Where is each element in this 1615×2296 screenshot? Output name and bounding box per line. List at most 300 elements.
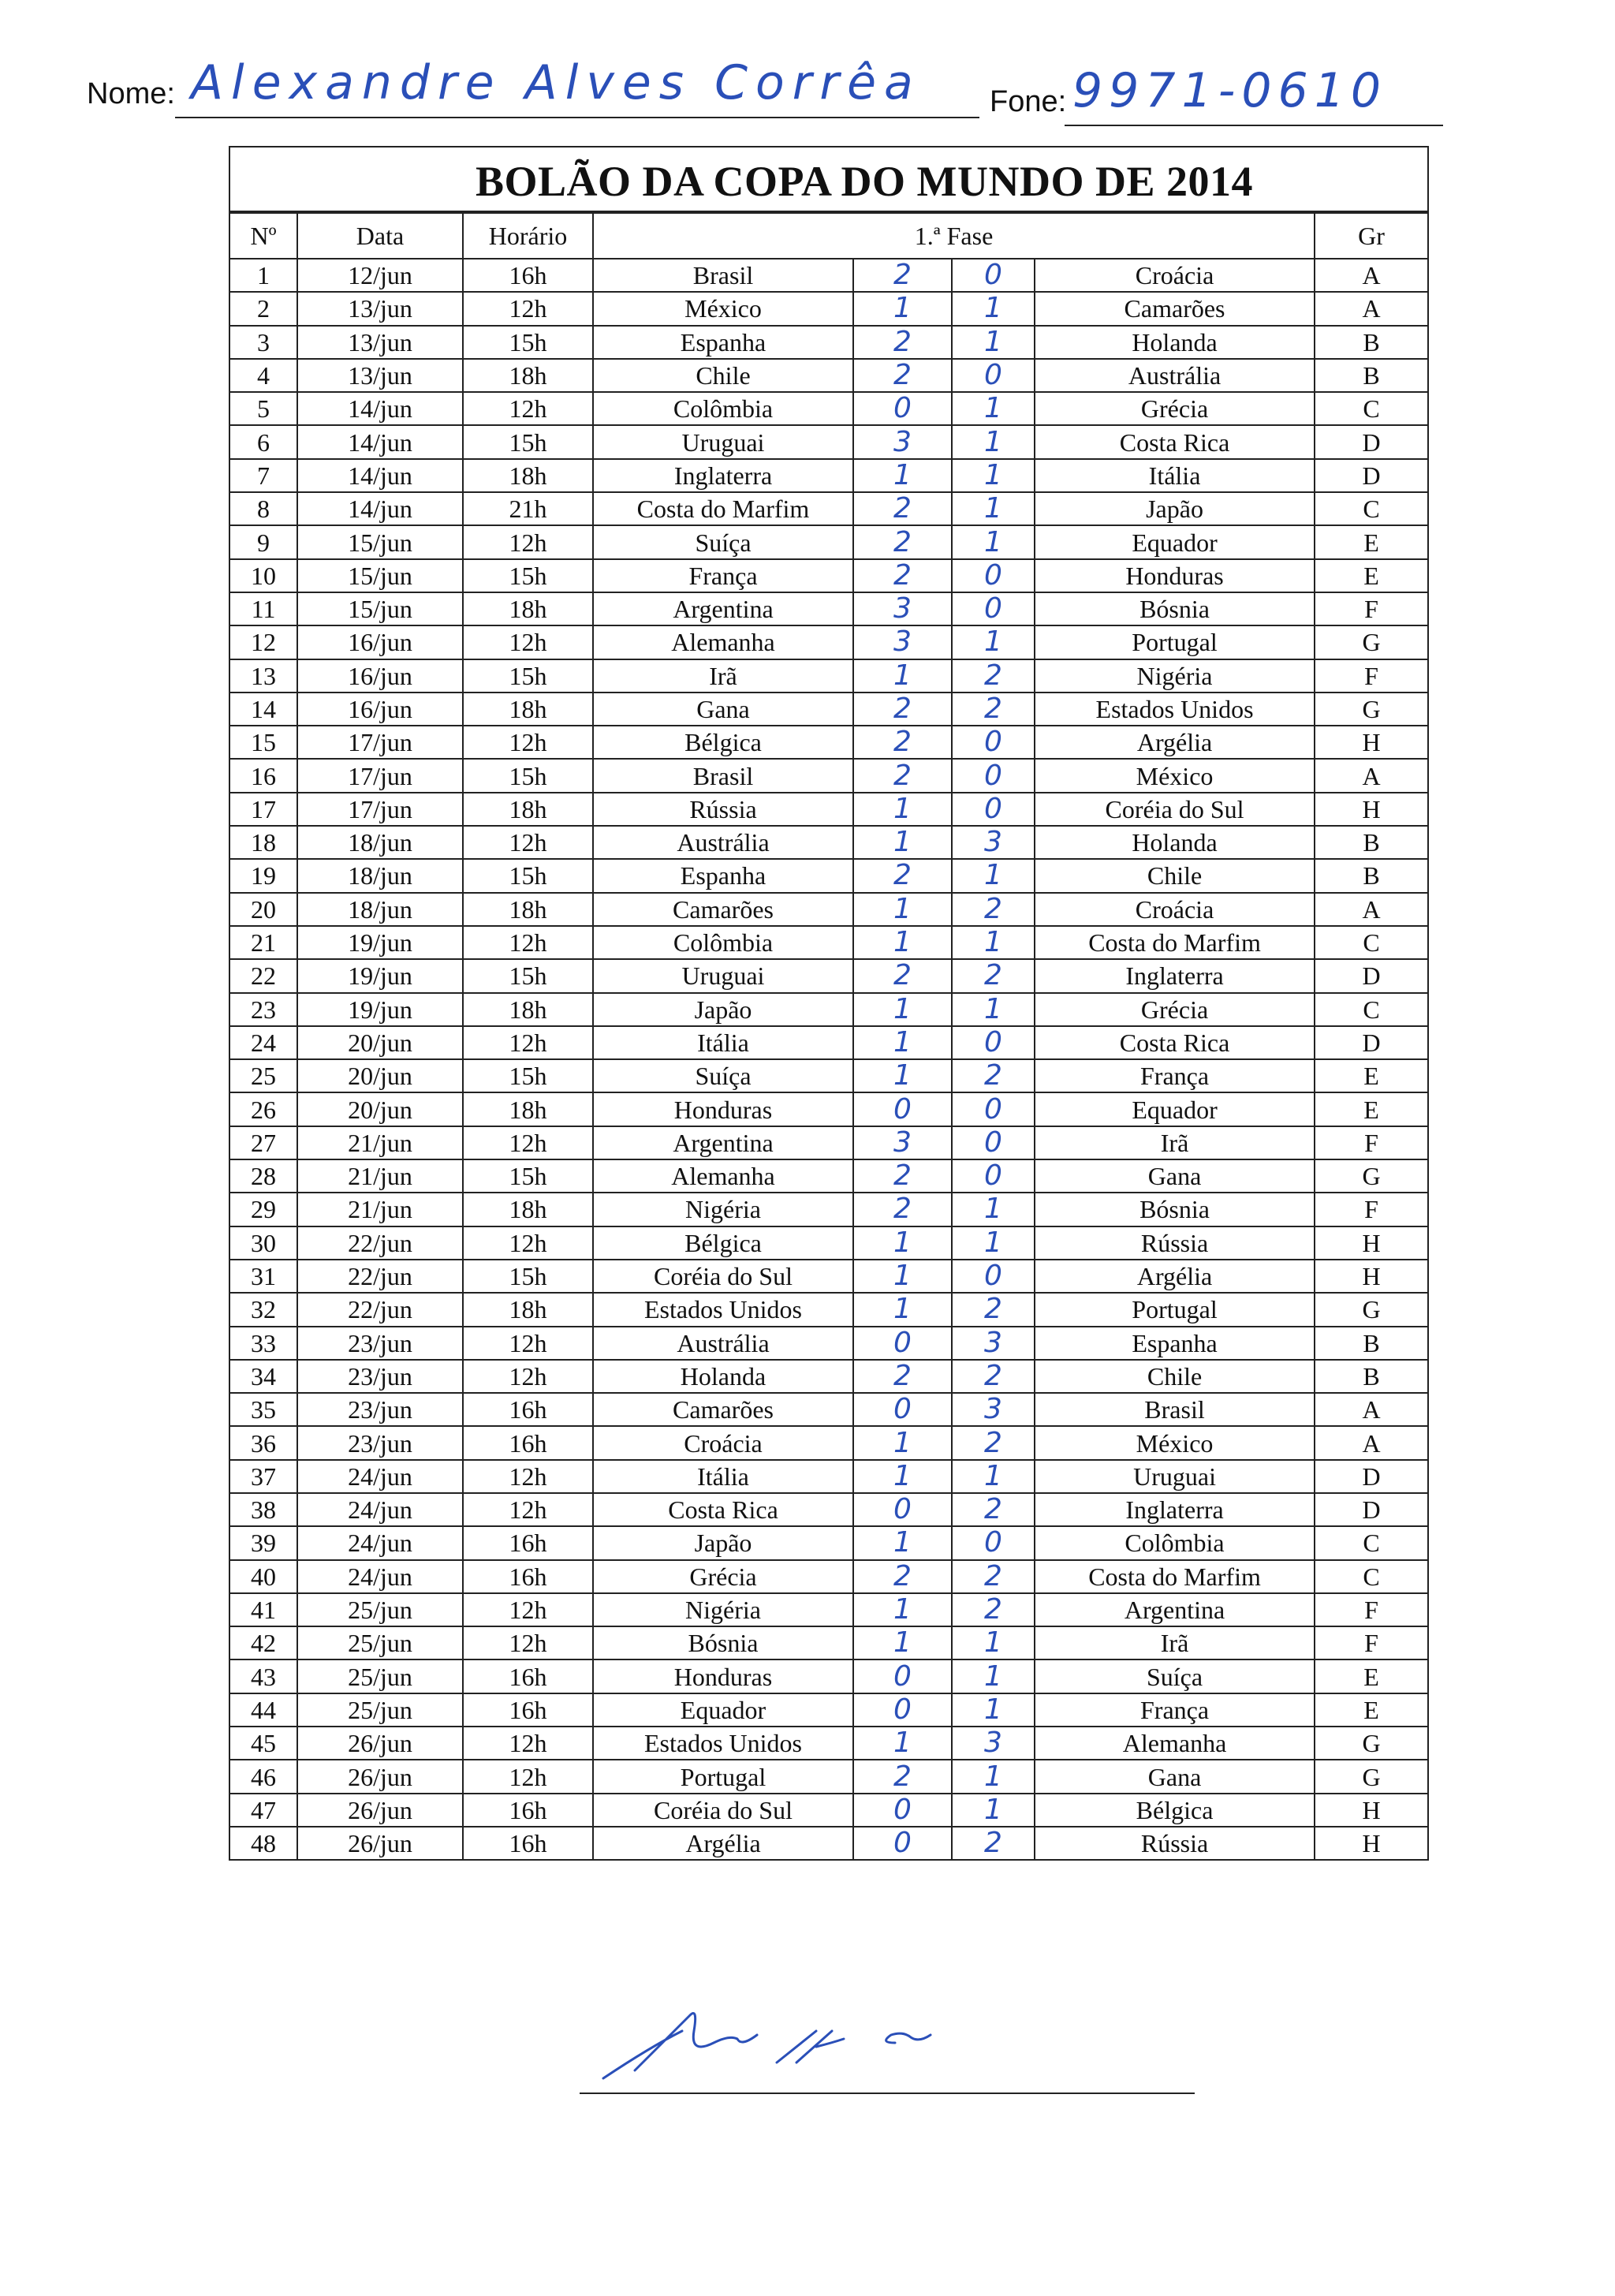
signature-area [580, 1999, 1195, 2094]
home-team: Suíça [593, 525, 853, 558]
table-row [230, 259, 1427, 292]
home-team: Uruguai [593, 959, 853, 992]
match-number: 21 [230, 926, 297, 959]
match-number: 37 [230, 1460, 297, 1493]
match-time: 16h [463, 1560, 593, 1593]
away-score: 2 [952, 959, 1035, 992]
match-time: 18h [463, 1293, 593, 1326]
col-phase: 1.ª Fase [593, 213, 1315, 259]
home-score: 3 [853, 1126, 952, 1159]
match-date: 24/jun [297, 1526, 463, 1559]
match-group: G [1315, 1727, 1427, 1760]
home-score: 1 [853, 926, 952, 959]
name-value: Alexandre Alves Corrêa [191, 55, 921, 110]
away-team: Irã [1035, 1626, 1315, 1659]
home-score: 2 [853, 492, 952, 525]
match-date: 13/jun [297, 292, 463, 325]
table-row [230, 1226, 1427, 1260]
match-number: 5 [230, 392, 297, 425]
home-score: 2 [853, 859, 952, 892]
away-score: 1 [952, 1794, 1035, 1827]
match-number: 23 [230, 993, 297, 1026]
name-label: Nome: [87, 77, 175, 110]
match-number: 25 [230, 1059, 297, 1092]
home-score: 0 [853, 1794, 952, 1827]
match-group: F [1315, 1626, 1427, 1659]
home-score: 2 [853, 1360, 952, 1393]
home-team: Espanha [593, 859, 853, 892]
away-score: 2 [952, 1360, 1035, 1393]
match-group: D [1315, 459, 1427, 492]
match-number: 45 [230, 1727, 297, 1760]
away-team: Equador [1035, 1092, 1315, 1126]
table-row [230, 1794, 1427, 1827]
home-team: Bósnia [593, 1626, 853, 1659]
match-number: 48 [230, 1827, 297, 1859]
match-date: 19/jun [297, 993, 463, 1026]
match-time: 16h [463, 1794, 593, 1827]
home-score: 1 [853, 1727, 952, 1760]
match-time: 18h [463, 592, 593, 625]
match-date: 21/jun [297, 1193, 463, 1226]
match-date: 13/jun [297, 326, 463, 359]
away-score: 2 [952, 1493, 1035, 1526]
home-score: 2 [853, 1193, 952, 1226]
match-time: 18h [463, 993, 593, 1026]
away-team: Costa do Marfim [1035, 1560, 1315, 1593]
home-score: 3 [853, 592, 952, 625]
match-group: C [1315, 1560, 1427, 1593]
match-time: 18h [463, 1092, 593, 1126]
match-number: 34 [230, 1360, 297, 1393]
match-group: A [1315, 292, 1427, 325]
table-row [230, 993, 1427, 1026]
match-number: 19 [230, 859, 297, 892]
match-date: 18/jun [297, 893, 463, 926]
table-row [230, 1493, 1427, 1526]
home-score: 0 [853, 1092, 952, 1126]
home-score: 3 [853, 625, 952, 659]
match-time: 12h [463, 1026, 593, 1059]
match-date: 25/jun [297, 1659, 463, 1693]
match-number: 22 [230, 959, 297, 992]
home-team: Nigéria [593, 1593, 853, 1626]
home-score: 1 [853, 1593, 952, 1626]
home-team: Honduras [593, 1659, 853, 1693]
match-group: B [1315, 359, 1427, 392]
match-date: 19/jun [297, 959, 463, 992]
match-time: 16h [463, 1659, 593, 1693]
home-team: Costa Rica [593, 1493, 853, 1526]
home-score: 2 [853, 1560, 952, 1593]
away-team: França [1035, 1693, 1315, 1727]
home-score: 1 [853, 826, 952, 859]
away-team: Estados Unidos [1035, 693, 1315, 726]
home-team: Japão [593, 1526, 853, 1559]
away-team: Rússia [1035, 1827, 1315, 1859]
away-score: 0 [952, 592, 1035, 625]
away-score: 1 [952, 1226, 1035, 1260]
match-date: 12/jun [297, 259, 463, 292]
home-score: 2 [853, 759, 952, 792]
away-score: 2 [952, 1560, 1035, 1593]
home-team: Camarões [593, 893, 853, 926]
match-group: D [1315, 1026, 1427, 1059]
away-score: 1 [952, 1693, 1035, 1727]
away-team: Rússia [1035, 1226, 1315, 1260]
away-score: 1 [952, 993, 1035, 1026]
away-team: Argentina [1035, 1593, 1315, 1626]
match-group: E [1315, 525, 1427, 558]
table-row [230, 1593, 1427, 1626]
match-number: 42 [230, 1626, 297, 1659]
match-date: 17/jun [297, 759, 463, 792]
name-underline [175, 117, 979, 118]
match-time: 12h [463, 926, 593, 959]
match-number: 29 [230, 1193, 297, 1226]
match-date: 15/jun [297, 592, 463, 625]
match-time: 15h [463, 1260, 593, 1293]
col-group: Gr [1315, 213, 1427, 259]
away-score: 1 [952, 1626, 1035, 1659]
match-number: 28 [230, 1159, 297, 1193]
match-time: 12h [463, 625, 593, 659]
table-row [230, 1827, 1427, 1859]
match-group: B [1315, 859, 1427, 892]
away-team: Chile [1035, 1360, 1315, 1393]
match-time: 12h [463, 1760, 593, 1793]
table-row [230, 1360, 1427, 1393]
away-team: Nigéria [1035, 659, 1315, 693]
match-group: E [1315, 1659, 1427, 1693]
match-group: B [1315, 326, 1427, 359]
match-group: G [1315, 693, 1427, 726]
away-team: Brasil [1035, 1393, 1315, 1426]
home-team: Costa do Marfim [593, 492, 853, 525]
home-team: Coréia do Sul [593, 1260, 853, 1293]
home-team: Uruguai [593, 425, 853, 458]
betting-sheet [229, 146, 1429, 1861]
match-number: 38 [230, 1493, 297, 1526]
away-team: Costa do Marfim [1035, 926, 1315, 959]
away-score: 0 [952, 1159, 1035, 1193]
away-team: Holanda [1035, 326, 1315, 359]
match-time: 18h [463, 793, 593, 826]
match-number: 4 [230, 359, 297, 392]
away-team: México [1035, 759, 1315, 792]
match-time: 15h [463, 959, 593, 992]
match-time: 18h [463, 893, 593, 926]
home-team: Inglaterra [593, 459, 853, 492]
table-row [230, 359, 1427, 392]
away-score: 1 [952, 1760, 1035, 1793]
match-number: 44 [230, 1693, 297, 1727]
away-score: 1 [952, 1460, 1035, 1493]
away-score: 1 [952, 859, 1035, 892]
home-score: 0 [853, 1659, 952, 1693]
home-score: 1 [853, 459, 952, 492]
match-date: 26/jun [297, 1760, 463, 1793]
match-number: 15 [230, 726, 297, 759]
away-team: Bósnia [1035, 592, 1315, 625]
match-time: 12h [463, 1626, 593, 1659]
col-number: Nº [230, 213, 297, 259]
home-score: 0 [853, 392, 952, 425]
table-row [230, 425, 1427, 458]
home-score: 1 [853, 1260, 952, 1293]
table-row [230, 292, 1427, 325]
home-score: 2 [853, 525, 952, 558]
match-time: 12h [463, 1727, 593, 1760]
match-group: H [1315, 793, 1427, 826]
table-row [230, 859, 1427, 892]
home-score: 3 [853, 425, 952, 458]
away-team: México [1035, 1426, 1315, 1459]
match-time: 12h [463, 1593, 593, 1626]
match-group: B [1315, 1360, 1427, 1393]
table-row [230, 693, 1427, 726]
match-date: 14/jun [297, 392, 463, 425]
home-score: 1 [853, 659, 952, 693]
match-group: H [1315, 1260, 1427, 1293]
home-team: Argélia [593, 1827, 853, 1859]
col-date: Data [297, 213, 463, 259]
table-row [230, 726, 1427, 759]
match-group: E [1315, 1693, 1427, 1727]
away-score: 2 [952, 893, 1035, 926]
match-number: 8 [230, 492, 297, 525]
match-group: H [1315, 1226, 1427, 1260]
away-score: 1 [952, 459, 1035, 492]
match-number: 3 [230, 326, 297, 359]
match-date: 13/jun [297, 359, 463, 392]
away-team: Croácia [1035, 259, 1315, 292]
match-time: 15h [463, 326, 593, 359]
away-score: 3 [952, 826, 1035, 859]
match-group: C [1315, 492, 1427, 525]
home-team: Brasil [593, 759, 853, 792]
home-team: Irã [593, 659, 853, 693]
table-row [230, 1393, 1427, 1426]
away-score: 1 [952, 926, 1035, 959]
table-row [230, 959, 1427, 992]
match-date: 19/jun [297, 926, 463, 959]
home-team: Suíça [593, 1059, 853, 1092]
match-group: F [1315, 1593, 1427, 1626]
home-team: Rússia [593, 793, 853, 826]
table-row [230, 1693, 1427, 1727]
away-score: 0 [952, 1526, 1035, 1559]
away-score: 2 [952, 659, 1035, 693]
match-time: 15h [463, 759, 593, 792]
match-number: 33 [230, 1327, 297, 1360]
away-team: Equador [1035, 525, 1315, 558]
home-team: Bélgica [593, 1226, 853, 1260]
home-score: 2 [853, 693, 952, 726]
home-score: 0 [853, 1693, 952, 1727]
match-date: 15/jun [297, 559, 463, 592]
table-row [230, 1426, 1427, 1459]
match-date: 25/jun [297, 1593, 463, 1626]
home-score: 1 [853, 1226, 952, 1260]
match-time: 16h [463, 1827, 593, 1859]
match-group: G [1315, 1293, 1427, 1326]
away-team: Gana [1035, 1760, 1315, 1793]
away-team: Honduras [1035, 559, 1315, 592]
match-date: 16/jun [297, 693, 463, 726]
home-team: Croácia [593, 1426, 853, 1459]
away-score: 2 [952, 693, 1035, 726]
away-team: Colômbia [1035, 1526, 1315, 1559]
match-number: 14 [230, 693, 297, 726]
match-time: 12h [463, 1493, 593, 1526]
table-row [230, 1092, 1427, 1126]
match-number: 30 [230, 1226, 297, 1260]
away-score: 0 [952, 1126, 1035, 1159]
match-group: H [1315, 1827, 1427, 1859]
table-row [230, 1659, 1427, 1693]
match-group: F [1315, 1126, 1427, 1159]
match-number: 39 [230, 1526, 297, 1559]
match-group: E [1315, 1059, 1427, 1092]
match-time: 12h [463, 726, 593, 759]
away-score: 1 [952, 1659, 1035, 1693]
home-score: 1 [853, 793, 952, 826]
col-time: Horário [463, 213, 593, 259]
match-number: 27 [230, 1126, 297, 1159]
match-date: 15/jun [297, 525, 463, 558]
match-number: 20 [230, 893, 297, 926]
match-number: 31 [230, 1260, 297, 1293]
away-score: 2 [952, 1293, 1035, 1326]
match-number: 43 [230, 1659, 297, 1693]
away-score: 2 [952, 1827, 1035, 1859]
table-row [230, 525, 1427, 558]
table-row [230, 1126, 1427, 1159]
home-team: Alemanha [593, 1159, 853, 1193]
matches-body [230, 259, 1427, 1859]
match-date: 18/jun [297, 859, 463, 892]
table-row [230, 492, 1427, 525]
home-team: Honduras [593, 1092, 853, 1126]
match-group: F [1315, 1193, 1427, 1226]
home-score: 1 [853, 1026, 952, 1059]
match-time: 18h [463, 693, 593, 726]
away-score: 1 [952, 425, 1035, 458]
match-group: G [1315, 1760, 1427, 1793]
match-group: H [1315, 726, 1427, 759]
match-time: 18h [463, 359, 593, 392]
home-team: Grécia [593, 1560, 853, 1593]
table-row [230, 926, 1427, 959]
home-score: 2 [853, 726, 952, 759]
table-header-row [230, 213, 1427, 259]
home-team: México [593, 292, 853, 325]
match-time: 15h [463, 425, 593, 458]
match-date: 17/jun [297, 726, 463, 759]
match-time: 12h [463, 826, 593, 859]
match-group: A [1315, 1426, 1427, 1459]
match-time: 18h [463, 1193, 593, 1226]
match-group: E [1315, 559, 1427, 592]
away-score: 3 [952, 1327, 1035, 1360]
home-score: 1 [853, 292, 952, 325]
match-group: C [1315, 993, 1427, 1026]
match-number: 11 [230, 592, 297, 625]
match-time: 12h [463, 525, 593, 558]
match-date: 14/jun [297, 459, 463, 492]
table-row [230, 1526, 1427, 1559]
away-score: 0 [952, 559, 1035, 592]
home-team: Austrália [593, 826, 853, 859]
match-group: C [1315, 926, 1427, 959]
match-date: 24/jun [297, 1493, 463, 1526]
home-score: 1 [853, 1460, 952, 1493]
home-score: 2 [853, 326, 952, 359]
table-row [230, 1193, 1427, 1226]
table-row [230, 1327, 1427, 1360]
match-date: 21/jun [297, 1159, 463, 1193]
page-title: BOLÃO DA COPA DO MUNDO DE 2014 [475, 158, 1254, 205]
match-number: 36 [230, 1426, 297, 1459]
match-date: 22/jun [297, 1260, 463, 1293]
away-team: Chile [1035, 859, 1315, 892]
away-team: Japão [1035, 492, 1315, 525]
home-team: Equador [593, 1693, 853, 1727]
away-team: Espanha [1035, 1327, 1315, 1360]
home-team: Argentina [593, 592, 853, 625]
match-time: 12h [463, 292, 593, 325]
table-row [230, 559, 1427, 592]
home-score: 1 [853, 1526, 952, 1559]
handwritten-signature-icon [580, 1999, 1195, 2086]
home-team: França [593, 559, 853, 592]
home-team: Portugal [593, 1760, 853, 1793]
matches-table [230, 212, 1427, 1859]
match-date: 17/jun [297, 793, 463, 826]
match-date: 20/jun [297, 1092, 463, 1126]
match-number: 26 [230, 1092, 297, 1126]
away-team: Argélia [1035, 726, 1315, 759]
away-team: Gana [1035, 1159, 1315, 1193]
match-date: 14/jun [297, 425, 463, 458]
home-score: 0 [853, 1827, 952, 1859]
match-time: 16h [463, 259, 593, 292]
match-group: G [1315, 1159, 1427, 1193]
away-team: Irã [1035, 1126, 1315, 1159]
match-date: 22/jun [297, 1293, 463, 1326]
match-time: 18h [463, 459, 593, 492]
match-date: 26/jun [297, 1727, 463, 1760]
match-date: 26/jun [297, 1794, 463, 1827]
match-number: 32 [230, 1293, 297, 1326]
match-group: D [1315, 959, 1427, 992]
away-score: 1 [952, 326, 1035, 359]
table-row [230, 893, 1427, 926]
table-row [230, 592, 1427, 625]
match-number: 35 [230, 1393, 297, 1426]
home-team: Camarões [593, 1393, 853, 1426]
away-score: 0 [952, 1260, 1035, 1293]
match-time: 16h [463, 1526, 593, 1559]
match-time: 16h [463, 1693, 593, 1727]
away-team: Bósnia [1035, 1193, 1315, 1226]
table-row [230, 1159, 1427, 1193]
home-score: 2 [853, 559, 952, 592]
away-team: Suíça [1035, 1659, 1315, 1693]
away-team: Bélgica [1035, 1794, 1315, 1827]
match-time: 12h [463, 392, 593, 425]
